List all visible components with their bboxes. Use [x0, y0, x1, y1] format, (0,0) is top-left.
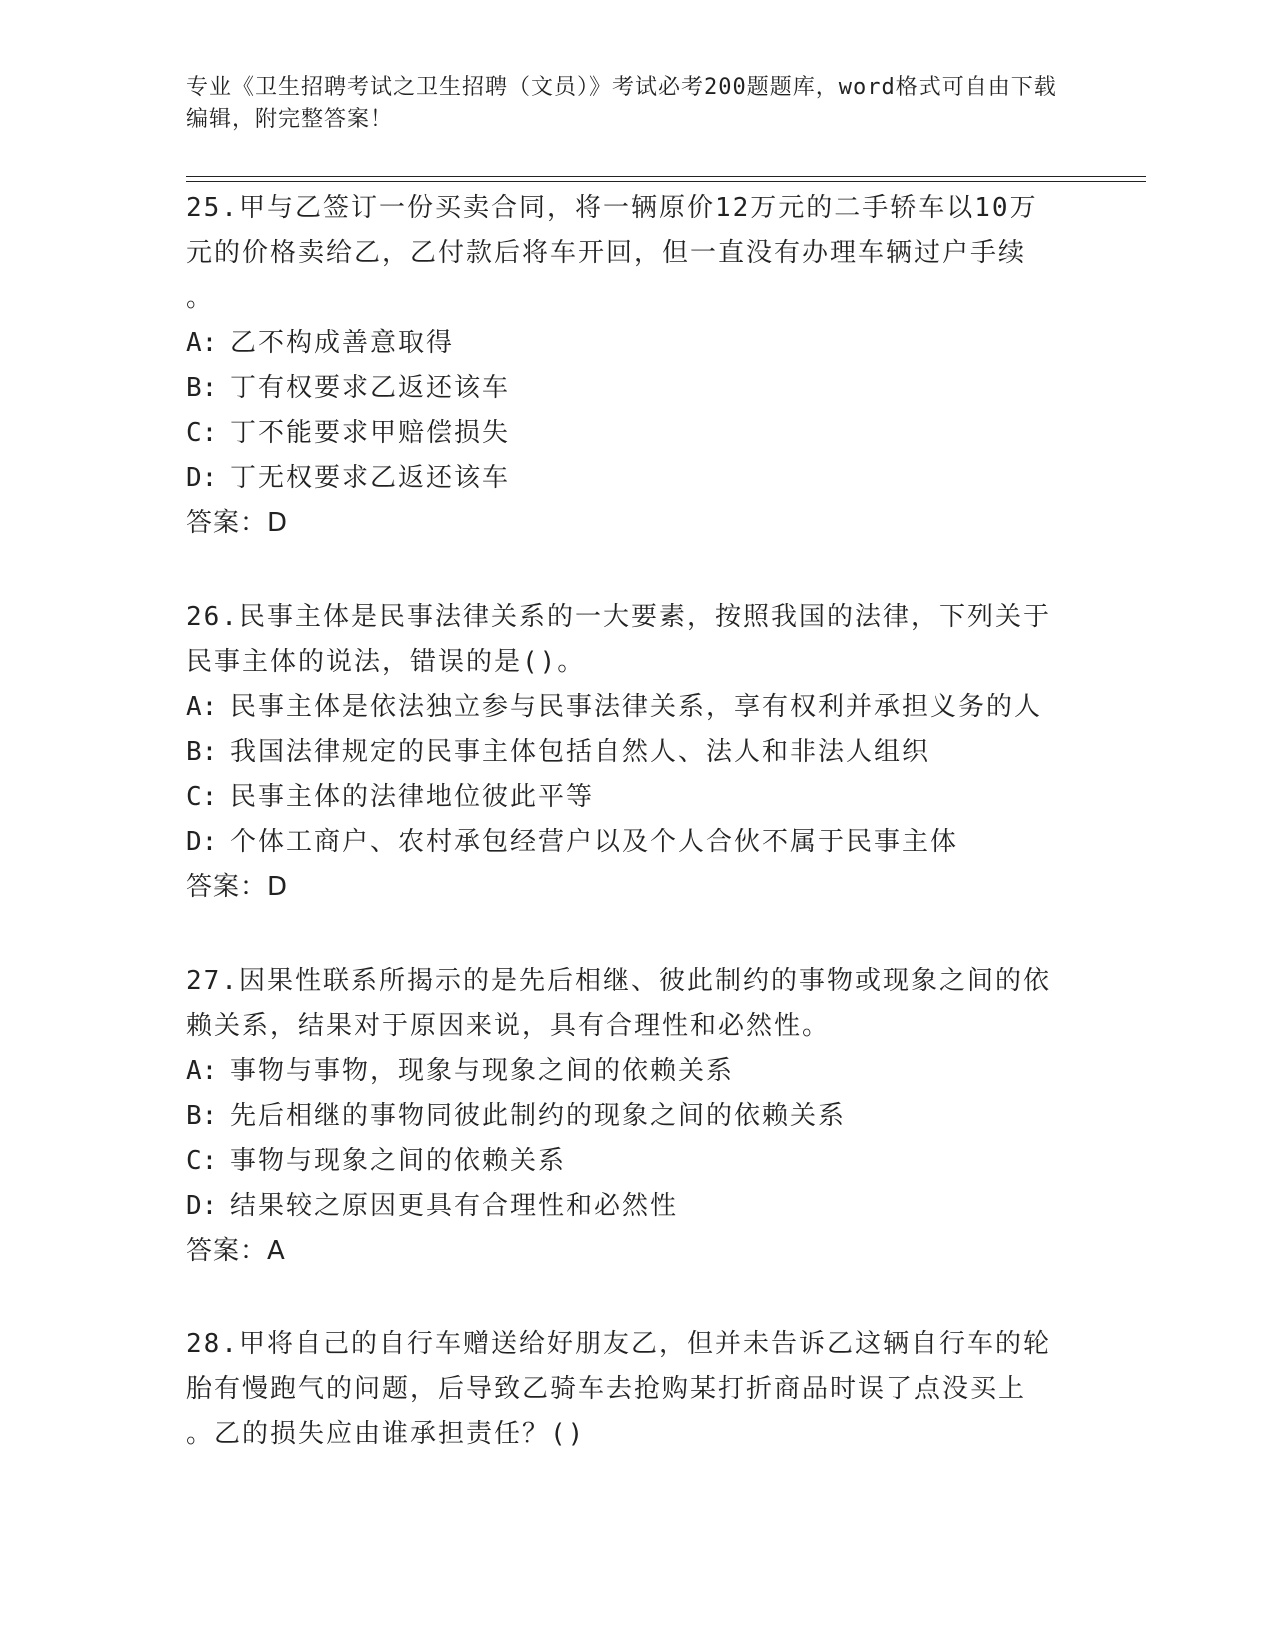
option-letter: C: — [186, 782, 218, 812]
question-stem — [186, 186, 1086, 321]
stem-line: 赖关系，结果对于原因来说，具有合理性和必然性。 — [186, 1011, 831, 1041]
stem-line: 。 — [186, 283, 215, 313]
option-letter: C: — [186, 1146, 218, 1176]
option-letter: C: — [186, 418, 218, 448]
option-c — [186, 411, 1086, 456]
question-stem — [186, 595, 1086, 685]
document-header — [186, 72, 1066, 136]
header-divider-bottom — [186, 181, 1146, 182]
option-letter: B: — [186, 373, 218, 403]
stem-line: 26.民事主体是民事法律关系的一大要素，按照我国的法律，下列关于 — [186, 602, 1051, 632]
stem-line: 28.甲将自己的自行车赠送给好朋友乙，但并未告诉乙这辆自行车的轮 — [186, 1329, 1051, 1359]
answer-label: 答案：D — [186, 508, 289, 538]
option-letter: B: — [186, 737, 218, 767]
option-d — [186, 1184, 1086, 1229]
option-text: 事物与事物，现象与现象之间的依赖关系 — [230, 1056, 735, 1086]
option-letter: D: — [186, 1191, 218, 1221]
question-27 — [186, 959, 1086, 1274]
option-c — [186, 775, 1086, 820]
question-26 — [186, 595, 1086, 910]
question-25 — [186, 186, 1086, 546]
option-text: 我国法律规定的民事主体包括自然人、法人和非法人组织 — [230, 737, 931, 767]
option-letter: A: — [186, 692, 218, 722]
option-c — [186, 1139, 1086, 1184]
option-letter: D: — [186, 463, 218, 493]
stem-line: 。乙的损失应由谁承担责任？() — [186, 1419, 586, 1449]
stem-line: 胎有慢跑气的问题，后导致乙骑车去抢购某打折商品时误了点没买上 — [186, 1374, 1027, 1404]
option-a — [186, 685, 1086, 730]
option-text: 丁无权要求乙返还该车 — [230, 463, 511, 493]
option-text: 结果较之原因更具有合理性和必然性 — [230, 1191, 679, 1221]
option-d — [186, 820, 1086, 865]
header-title: 专业《卫生招聘考试之卫生招聘（文员）》考试必考200题题库，word格式可自由下载编辑，附完整答案！ — [186, 75, 1057, 132]
option-letter: B: — [186, 1101, 218, 1131]
answer-label: 答案：A — [186, 1236, 286, 1266]
answer-label: 答案：D — [186, 872, 289, 902]
stem-line: 25.甲与乙签订一份买卖合同，将一辆原价12万元的二手轿车以10万 — [186, 193, 1038, 223]
option-b — [186, 1094, 1086, 1139]
question-stem — [186, 959, 1086, 1049]
stem-line: 民事主体的说法，错误的是()。 — [186, 647, 586, 677]
option-a — [186, 1049, 1086, 1094]
option-text: 乙不构成善意取得 — [230, 328, 455, 358]
option-letter: A: — [186, 328, 218, 358]
option-a — [186, 321, 1086, 366]
option-text: 先后相继的事物同彼此制约的现象之间的依赖关系 — [230, 1101, 847, 1131]
stem-line: 27.因果性联系所揭示的是先后相继、彼此制约的事物或现象之间的依 — [186, 966, 1051, 996]
option-b — [186, 730, 1086, 775]
option-text: 个体工商户、农村承包经营户以及个人合伙不属于民事主体 — [230, 827, 959, 857]
question-28 — [186, 1322, 1086, 1457]
header-divider-top — [186, 176, 1146, 177]
option-text: 民事主体是依法独立参与民事法律关系，享有权利并承担义务的人 — [230, 692, 1043, 722]
option-letter: A: — [186, 1056, 218, 1086]
question-stem — [186, 1322, 1086, 1457]
option-text: 民事主体的法律地位彼此平等 — [230, 782, 595, 812]
option-b — [186, 366, 1086, 411]
option-text: 丁不能要求甲赔偿损失 — [230, 418, 511, 448]
option-letter: D: — [186, 827, 218, 857]
option-text: 事物与现象之间的依赖关系 — [230, 1146, 567, 1176]
option-d — [186, 456, 1086, 501]
option-text: 丁有权要求乙返还该车 — [230, 373, 511, 403]
stem-line: 元的价格卖给乙，乙付款后将车开回，但一直没有办理车辆过户手续 — [186, 238, 1027, 268]
